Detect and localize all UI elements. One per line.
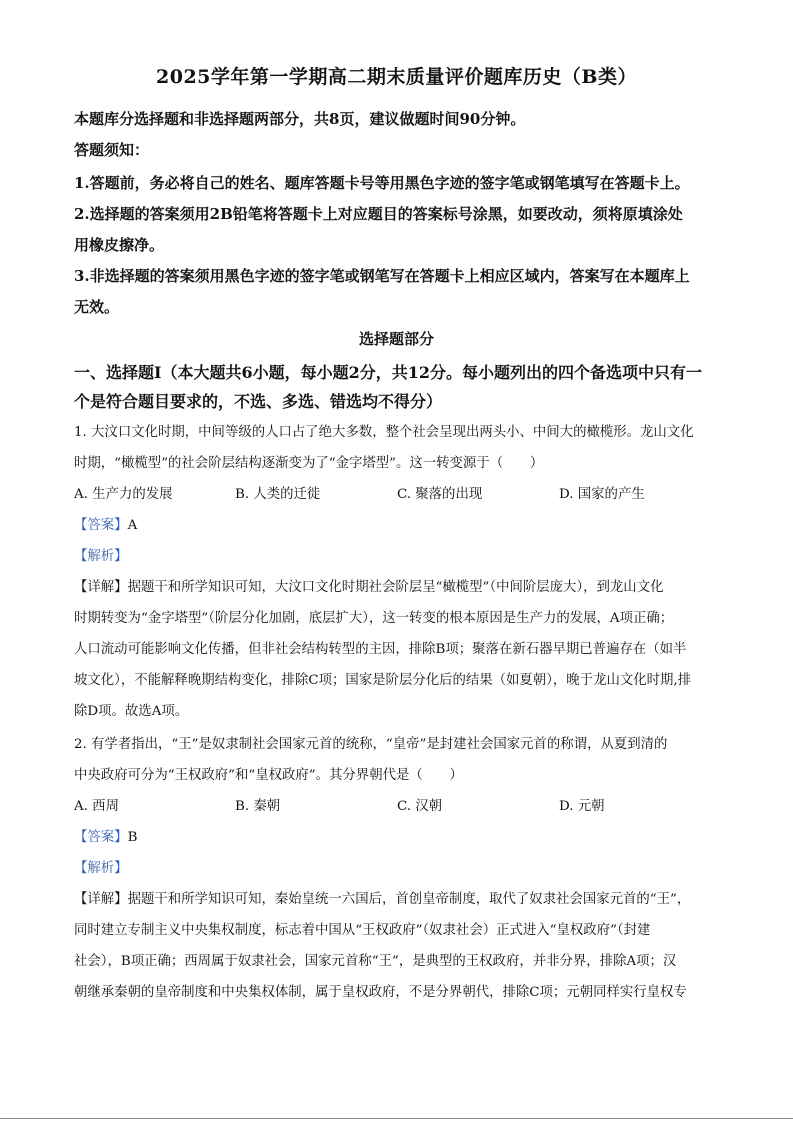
detail-line: 时期转变为“金字塔型”（阶层分化加剧，底层扩大），这一转变的根本原因是生产力的发展，A项正确； (74, 611, 674, 626)
detail-text: 据题干和所学知识可知，秦始皇统一六国后，首创皇帝制度，取代了奴隶社会国家元首的“王”， (127, 892, 691, 907)
analysis-label: 【解析】 (74, 861, 128, 876)
notice-line: 2.选择题的答案须用2B铅笔将答题卡上对应题目的答案标号涂黑，如要改动，须将原填涂处 (74, 205, 683, 223)
answer-label: 【答案】 (74, 518, 128, 533)
part-heading: 个是符合题目要求的，不选、多选、错选均不得分） (74, 392, 443, 411)
option-c: C. 汉朝 (397, 799, 443, 814)
detail-line: 朝继承秦朝的皇帝制度和中央集权体制，属于皇权政府，不是分界朝代，排除C项；元朝同样实行皇权专 (74, 985, 687, 1000)
detail-line: 人口流动可能影响文化传播，但非社会结构转型的主因，排除B项；聚落在新石器早期已普遍存在（如半 (74, 642, 687, 657)
detail-line (74, 888, 724, 907)
detail-label: 【详解】 (74, 580, 128, 595)
question-stem: 时期，“橄榄型”的社会阶层结构逐渐变为了“金字塔型”。这一转变源于（ ） (74, 456, 544, 471)
detail-line: 同时建立专制主义中央集权制度，标志着中国从“王权政府”（奴隶社会）正式进入“皇权政府”（封建 (74, 923, 651, 938)
part-heading: 一、选择题Ⅰ（本大题共6小题，每小题2分，共12分。每小题列出的四个备选项中只有一 (74, 363, 703, 382)
detail-text: 据题干和所学知识可知，大汶口文化时期社会阶层呈“橄榄型”（中间阶层庞大），到龙山文化 (127, 580, 664, 595)
section-title: 选择题部分 (358, 330, 434, 348)
question-stem: 中央政府可分为“王权政府”和“皇权政府”。其分界朝代是（ ） (74, 768, 463, 783)
question-stem: 1. 大汶口文化时期，中间等级的人口占了绝大多数，整个社会呈现出两头小、中间大的橄榄形。龙山文化 (74, 425, 694, 440)
detail-line (74, 576, 724, 595)
answer-row (74, 826, 724, 845)
notice-line: 用橡皮擦净。 (74, 236, 165, 254)
page-bottom-divider (0, 1118, 793, 1119)
page-title: 2025学年第一学期高二期末质量评价题库历史（B类） (156, 66, 637, 88)
detail-line: 社会），B项正确；西周属于奴隶社会，国家元首称“王”，是典型的王权政府，并非分界，排除A项；汉 (74, 954, 677, 969)
notice-line: 无效。 (74, 298, 120, 316)
detail-label: 【详解】 (74, 892, 128, 907)
option-d: D. 元朝 (559, 799, 605, 814)
option-a: A. 西周 (74, 799, 119, 814)
option-d: D. 国家的产生 (559, 487, 645, 502)
detail-line: 坡文化），不能解释晚期结构变化，排除C项；国家是阶层分化后的结果（如夏朝），晚于龙山文化时期,排 (74, 673, 692, 688)
option-b: B. 人类的迁徙 (235, 487, 321, 502)
notice-line: 1.答题前，务必将自己的姓名、题库答题卡号等用黑色字迹的签字笔或钢笔填写在答题卡上。 (74, 174, 690, 192)
notice-heading: 答题须知： (74, 141, 150, 159)
analysis-label: 【解析】 (74, 549, 128, 564)
intro-text: 本题库分选择题和非选择题两部分，共8页，建议做题时间90分钟。 (74, 110, 526, 128)
option-a: A. 生产力的发展 (74, 487, 173, 502)
option-c: C. 聚落的出现 (397, 487, 483, 502)
detail-line: 除D项。故选A项。 (74, 704, 189, 719)
answer-label: 【答案】 (74, 830, 128, 845)
answer-value: B (127, 830, 138, 845)
answer-row (74, 514, 724, 533)
notice-line: 3.非选择题的答案须用黑色字迹的签字笔或钢笔写在答题卡上相应区域内，答案写在本题库上 (74, 267, 690, 285)
answer-value: A (127, 518, 138, 533)
option-b: B. 秦朝 (235, 799, 281, 814)
question-stem: 2. 有学者指出，“王”是奴隶制社会国家元首的统称，“皇帝”是封建社会国家元首的称谓，从夏到清的 (74, 737, 668, 752)
